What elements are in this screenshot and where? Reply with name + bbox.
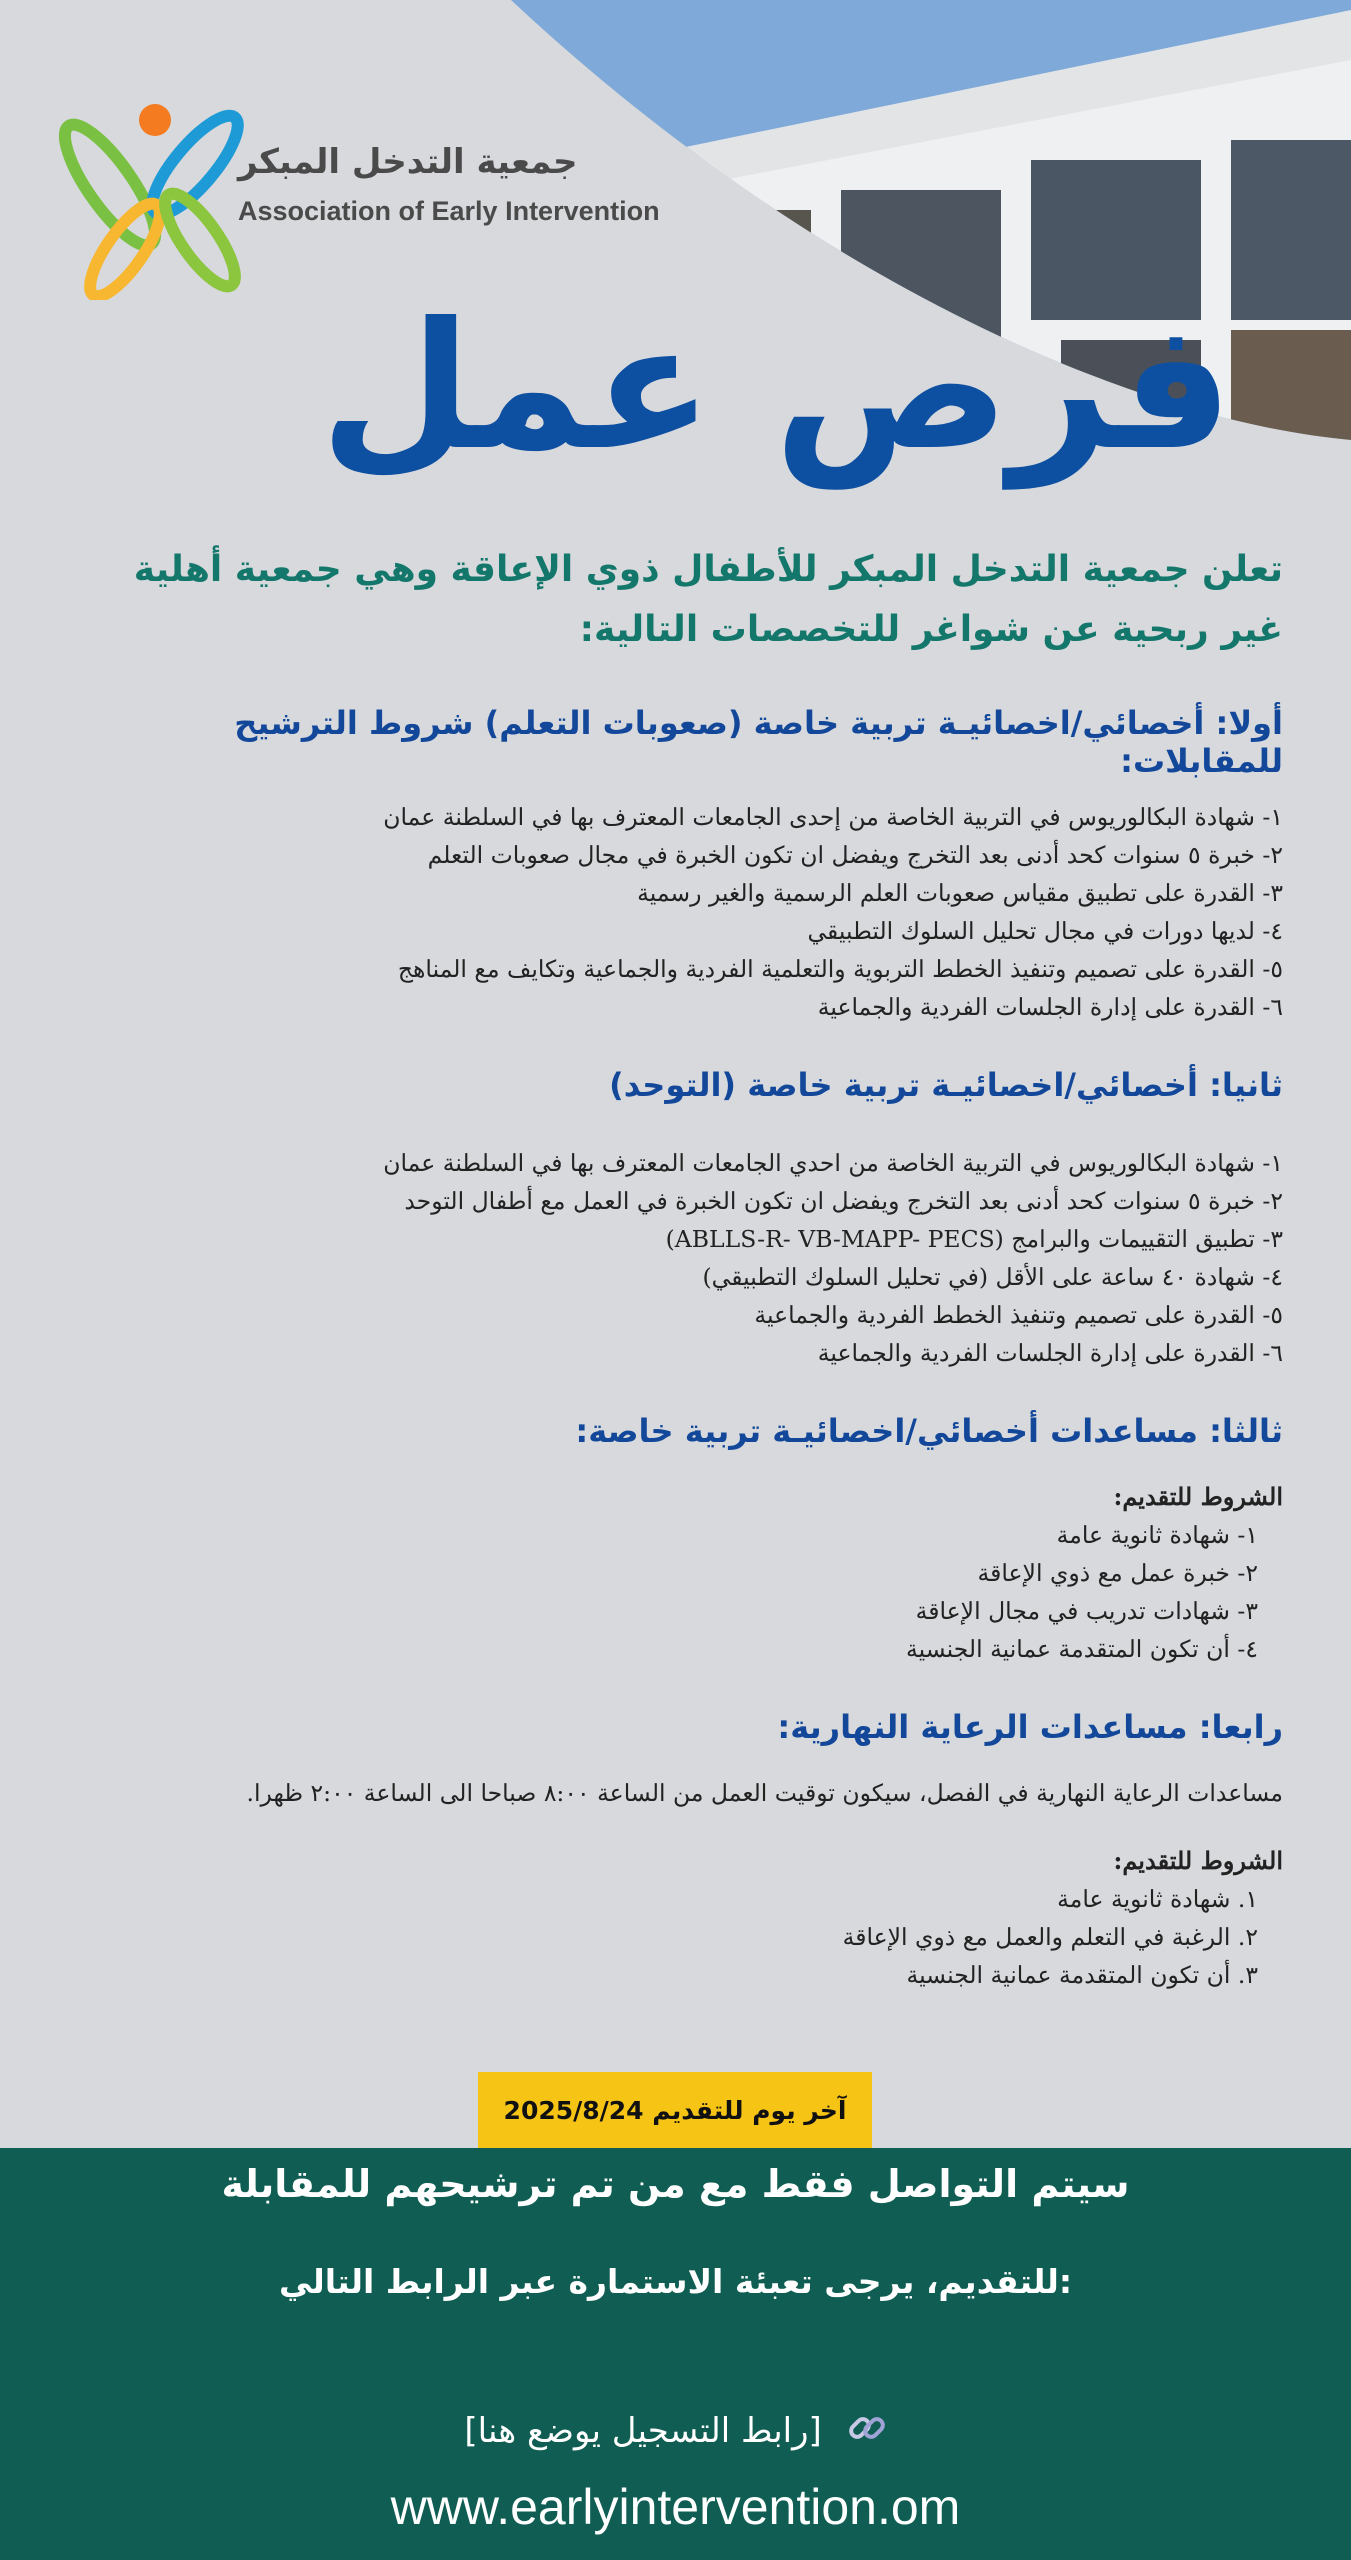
list-item: ١- شهادة البكالوريوس في التربية الخاصة من إحدى الجامعات المعترف بها في السلطنة عمان xyxy=(383,803,1283,831)
list-item: ٢- خبرة عمل مع ذوي الإعاقة xyxy=(977,1559,1258,1587)
footer-contact-note: سيتم التواصل فقط مع من تم ترشيحهم للمقابلة xyxy=(221,2162,1130,2206)
list-item: ١- شهادة ثانوية عامة xyxy=(1056,1521,1258,1549)
section-2-list xyxy=(68,1144,1283,1372)
footer-apply-note: للتقديم، يرجى تعبئة الاستمارة عبر الرابط التالي: xyxy=(278,2262,1073,2301)
list-item: ٣- شهادات تدريب في مجال الإعاقة xyxy=(915,1597,1258,1625)
page-title: فرص عمل xyxy=(320,286,1233,489)
logo-icon xyxy=(55,90,255,300)
deadline-badge: آخر يوم للتقديم 2025/8/24 xyxy=(478,2072,872,2148)
section-3-list xyxy=(68,1516,1283,1668)
list-item: ٥- القدرة على تصميم وتنفيذ الخطط التربوية والتعلمية الفردية والجماعية وتكايف مع المناهج xyxy=(397,955,1283,983)
section-3-conditions-label: الشروط للتقديم: xyxy=(1113,1482,1283,1511)
list-item: ٤- أن تكون المتقدمة عمانية الجنسية xyxy=(906,1635,1258,1663)
list-item: ١. شهادة ثانوية عامة xyxy=(1057,1885,1258,1913)
intro-text: تعلن جمعية التدخل المبكر للأطفال ذوي الإعاقة وهي جمعية أهلية غير ربحية عن شواغر للتخصصات التالية: xyxy=(133,549,1283,650)
section-4-paragraph: مساعدات الرعاية النهارية في الفصل، سيكون توقيت العمل من الساعة ٨:٠٠ صباحا الى الساعة ٢:٠٠ ظهرا. xyxy=(246,1779,1283,1807)
website-link[interactable]: www.earlyintervention.om xyxy=(390,2479,961,2535)
section-3-title: ثالثا: مساعدات أخصائي/اخصائيـة تربية خاصة: xyxy=(575,1412,1283,1450)
list-item: ٦- القدرة على إدارة الجلسات الفردية والجماعية xyxy=(817,1339,1283,1367)
list-item: ٣- القدرة على تطبيق مقياس صعوبات العلم الرسمية والغير رسمية xyxy=(637,879,1283,907)
section-2-title: ثانيا: أخصائي/اخصائيـة تربية خاصة (التوحد) xyxy=(609,1066,1283,1104)
list-item: ٣. أن تكون المتقدمة عمانية الجنسية xyxy=(906,1961,1258,1989)
registration-link-text[interactable]: [رابط التسجيل يوضع هنا] xyxy=(464,2411,822,2451)
section-4-title: رابعا: مساعدات الرعاية النهارية: xyxy=(777,1708,1283,1746)
list-item: ٣- تطبيق التقييمات والبرامج (ABLLS-R- VB-MAPP- PECS) xyxy=(665,1225,1283,1253)
section-4-conditions-label: الشروط للتقديم: xyxy=(1113,1846,1283,1875)
link-icon xyxy=(847,2408,887,2457)
section-1-list xyxy=(68,798,1283,1026)
list-item: ٥- القدرة على تصميم وتنفيذ الخطط الفردية والجماعية xyxy=(754,1301,1283,1329)
list-item: ٤- لديها دورات في مجال تحليل السلوك التطبيقي xyxy=(807,917,1283,945)
org-name-arabic: جمعية التدخل المبكر xyxy=(238,142,578,182)
section-4-list xyxy=(68,1880,1283,1994)
list-item: ٢- خبرة ٥ سنوات كحد أدنى بعد التخرج ويفضل ان تكون الخبرة في مجال صعوبات التعلم xyxy=(427,841,1283,869)
list-item: ١- شهادة البكالوريوس في التربية الخاصة من احدي الجامعات المعترف بها في السلطنة عمان xyxy=(383,1149,1283,1177)
registration-link[interactable] xyxy=(0,2408,1351,2457)
list-item: ٤- شهادة ٤٠ ساعة على الأقل (في تحليل السلوك التطبيقي) xyxy=(702,1263,1283,1291)
section-1-title: أولا: أخصائي/اخصائيـة تربية خاصة (صعوبات التعلم) شروط الترشيح للمقابلات: xyxy=(234,704,1283,780)
content xyxy=(68,540,1283,1994)
list-item: ٦- القدرة على إدارة الجلسات الفردية والجماعية xyxy=(817,993,1283,1021)
org-name-english: Association of Early Intervention xyxy=(238,196,660,226)
list-item: ٢. الرغبة في التعلم والعمل مع ذوي الإعاقة xyxy=(842,1923,1258,1951)
list-item: ٢- خبرة ٥ سنوات كحد أدنى بعد التخرج ويفضل ان تكون الخبرة في العمل مع أطفال التوحد xyxy=(404,1187,1283,1215)
